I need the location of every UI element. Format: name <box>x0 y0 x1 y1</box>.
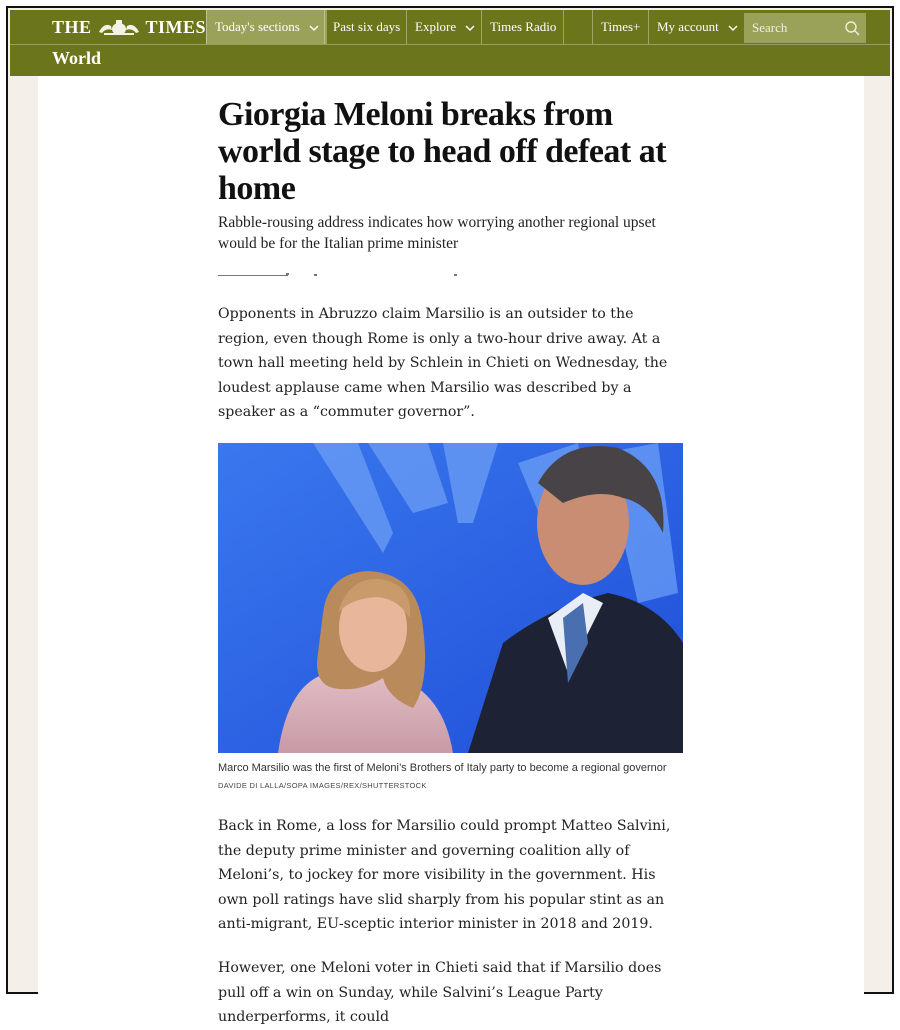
chevron-down-icon <box>728 23 738 33</box>
search-input[interactable] <box>744 13 866 43</box>
nav-past-six-days-label: Past six days <box>333 19 401 34</box>
chevron-down-icon <box>465 23 475 33</box>
nav-separator <box>563 10 593 44</box>
nav-my-account[interactable] <box>648 10 746 44</box>
nav-times-plus[interactable] <box>592 10 648 44</box>
article-paragraph: However, one Meloni voter in Chieti said that if Marsilio does pull off a win on Sunday, while Salvini’s League Party underperforms, it could <box>218 960 662 1025</box>
image-caption: Marco Marsilio was the first of Meloni’s Brothers of Italy party to become a regional governor <box>218 762 667 774</box>
photo-illustration <box>218 443 683 753</box>
article-photo[interactable] <box>218 443 683 753</box>
times-logo[interactable] <box>52 16 206 38</box>
logo-text-the: THE <box>52 16 92 37</box>
nav-explore-label: Explore <box>415 19 457 34</box>
browser-frame <box>6 6 894 1025</box>
nav-todays-sections[interactable] <box>206 10 327 44</box>
article-column <box>38 76 864 1025</box>
article-paragraph: Back in Rome, a loss for Marsilio could prompt Matteo Salvini, the deputy prime minister and governing coalition ally of Meloni’s, to jockey for more visibility in the government. His own poll ratings have slid sharply from his popular stint as an anti-migrant, EU-sceptic interior minister in 2018 and 2019. <box>218 818 671 932</box>
search-placeholder: Search <box>752 20 788 35</box>
nav-times-radio[interactable] <box>481 10 564 44</box>
nav-explore[interactable] <box>406 10 483 44</box>
nav-past-six-days[interactable] <box>324 10 408 44</box>
nav-my-account-label: My account <box>657 19 719 34</box>
clipped-byline-row <box>218 271 478 281</box>
article-standfirst: Rabble-rousing address indicates how worrying another regional upset would be for the Italian prime minister <box>218 214 656 252</box>
nav-todays-sections-label: Today's sections <box>215 19 300 34</box>
nav-times-plus-label: Times+ <box>601 19 641 34</box>
search-icon[interactable] <box>844 20 860 36</box>
nav-bar <box>10 10 890 44</box>
top-navigation <box>10 10 890 76</box>
image-credit: DAVIDE DI LALLA/SOPA IMAGES/REX/SHUTTERSTOCK <box>218 781 427 790</box>
article-paragraph: Opponents in Abruzzo claim Marsilio is an outsider to the region, even though Rome is only a two-hour drive away. At a town hall meeting held by Schlein in Chieti on Wednesday, the loudest applause came when Marsilio was described by a speaker as a “commuter governor”. <box>218 306 668 420</box>
article-headline: Giorgia Meloni breaks from world stage to head off defeat at home <box>218 96 667 207</box>
crest-icon <box>96 18 142 36</box>
nav-times-radio-label: Times Radio <box>490 19 557 34</box>
section-title-world[interactable]: World <box>52 48 102 68</box>
nav-divider <box>10 44 890 45</box>
logo-text-times: TIMES <box>145 16 207 37</box>
chevron-down-icon <box>309 23 319 33</box>
